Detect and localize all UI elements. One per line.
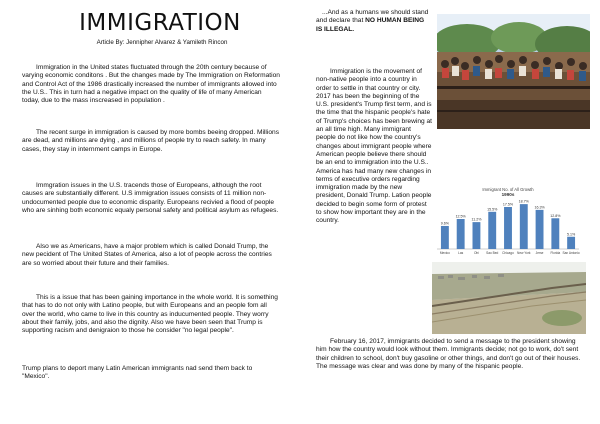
border-fence-aerial-photo (432, 262, 586, 334)
chart-data-label: 18.7% (518, 199, 529, 204)
chart-data-label: 12.5% (455, 214, 466, 219)
chart-bar (457, 219, 465, 249)
chart-bar (488, 212, 496, 249)
paragraph-3: Immgration issues in the U.S. tracends those of Europeans, although the root causes are substantially different. U.S immigration issues consists of 11 million non-undocumented people due to economic disparity. Europeans recivied a flood of people who are sinhing both economic equaly personal safety and political asylum as refugees. (22, 182, 279, 214)
chart-category-label: Sao Bed (486, 251, 499, 255)
chart-title: Immigrant No. of All Growth (482, 187, 534, 192)
chart-subtitle: 1990s (501, 192, 515, 197)
paragraph-4: Also we as Americans, have a major problem which is called Donald Trump, the new pecident of The United States of America, also a lot of people across the contries are so worried about their future and their families. (22, 243, 272, 267)
chart-bar (441, 226, 449, 249)
closing-paragraph: February 16, 2017, immigrants decided to send a message to the president showing him how the country would look without them. Immigrants decide; not go to work, do't sent their children to school, don't buy gasoline or other things, and don't go out of their houses. The message was clear and was done by many of the hispanic people. (316, 338, 581, 370)
train-rooftop-migrants-photo (437, 14, 590, 129)
chart-data-label: 15.5% (487, 207, 498, 212)
chart-category-label: Mexico (439, 251, 450, 255)
chart-bar (567, 237, 575, 249)
chart-data-label: 11.2% (471, 217, 482, 222)
chart-category-label: San Antonio (562, 251, 580, 255)
chart-category-label: Florida (550, 251, 561, 255)
chart-data-label: 12.8% (550, 213, 561, 218)
emphasis-statement: NO HUMAN BEING IS ILLEGAL. (316, 17, 425, 33)
chart-category-label: Jerse (535, 251, 544, 255)
chart-bar (551, 218, 559, 249)
chart-data-label: 9.6% (440, 221, 449, 226)
intro-statement: ...And as a humans we should stand and declare that (316, 9, 429, 25)
chart-category-label: Ohi (473, 251, 479, 255)
paragraph-1: Immigration in the United states fluctuated through the 20th century because of varying economic conditons . But the changes made by The Immigration on Reformation and Control Act of the 1986 drastically increased the number of immigrants allowed into the U.S.. This in turn had a negative impact on the quality of life of many American today, due to the mass inscreased in population . (22, 64, 280, 105)
border-photo-graphic (432, 262, 586, 334)
chart-category-label: Chicago (502, 251, 514, 255)
chart-bar (473, 222, 481, 249)
chart-data-label: 16.3% (534, 205, 545, 210)
immigrant-bar-chart (433, 187, 583, 269)
chart-bar (520, 204, 528, 249)
paragraph-2: The recent surge in immigration is caused by more bombs beeing dropped. Millions are dead, and millions are dying , and millions of people try to reach safety. In many cases, they stay in internment camps in Europe. (22, 129, 279, 153)
article-title: IMMIGRATION (79, 10, 241, 36)
paragraph-5: This is a issue that has been gaining importance in the whole world. It is something that has to do not only with Latino people, but with Europeans and an people fom all over the world, who came to live in this country as inducumented people. They worry about their family, jobs, and also the dignity. Also we have been seen that Trump is supporting racism and denigraion to those he consider "no legal people". (22, 294, 278, 335)
chart-plot-area (433, 197, 583, 263)
chart-data-label: 5.1% (567, 232, 576, 237)
chart-category-label: Las (458, 251, 464, 255)
body-text: Immigration is the movement of non-native people into a country in order to settle in that country or city. 2017 has been the beginning of the U.S. president's Trump first term, and is the time that the hispanic people's hate of Trump's choices has been brewing at an all time high. Many immigrant people do not like how the country's changes about immigrant people where American people believe there should be an end to immigration into the U.S.. America has had many new changes in terms of executive orders regarding immigration made by the new president, Donald Trump. Lation people decided to begin some form of protest to show how important they are in the country. (316, 68, 432, 225)
chart-data-label: 17.5% (502, 202, 514, 207)
article-byline: Article By: Jennipher Alvarez & Yamileth Rincon (96, 39, 228, 46)
chart-category-label: New York (517, 251, 531, 255)
intro-text (316, 9, 432, 34)
chart-bar (536, 210, 544, 249)
paragraph-6: Trump plans to deport many Latin American immigrants nad send them back to "Mexico". (22, 365, 253, 381)
chart-bar (504, 207, 512, 249)
train-photo-graphic (437, 14, 590, 129)
